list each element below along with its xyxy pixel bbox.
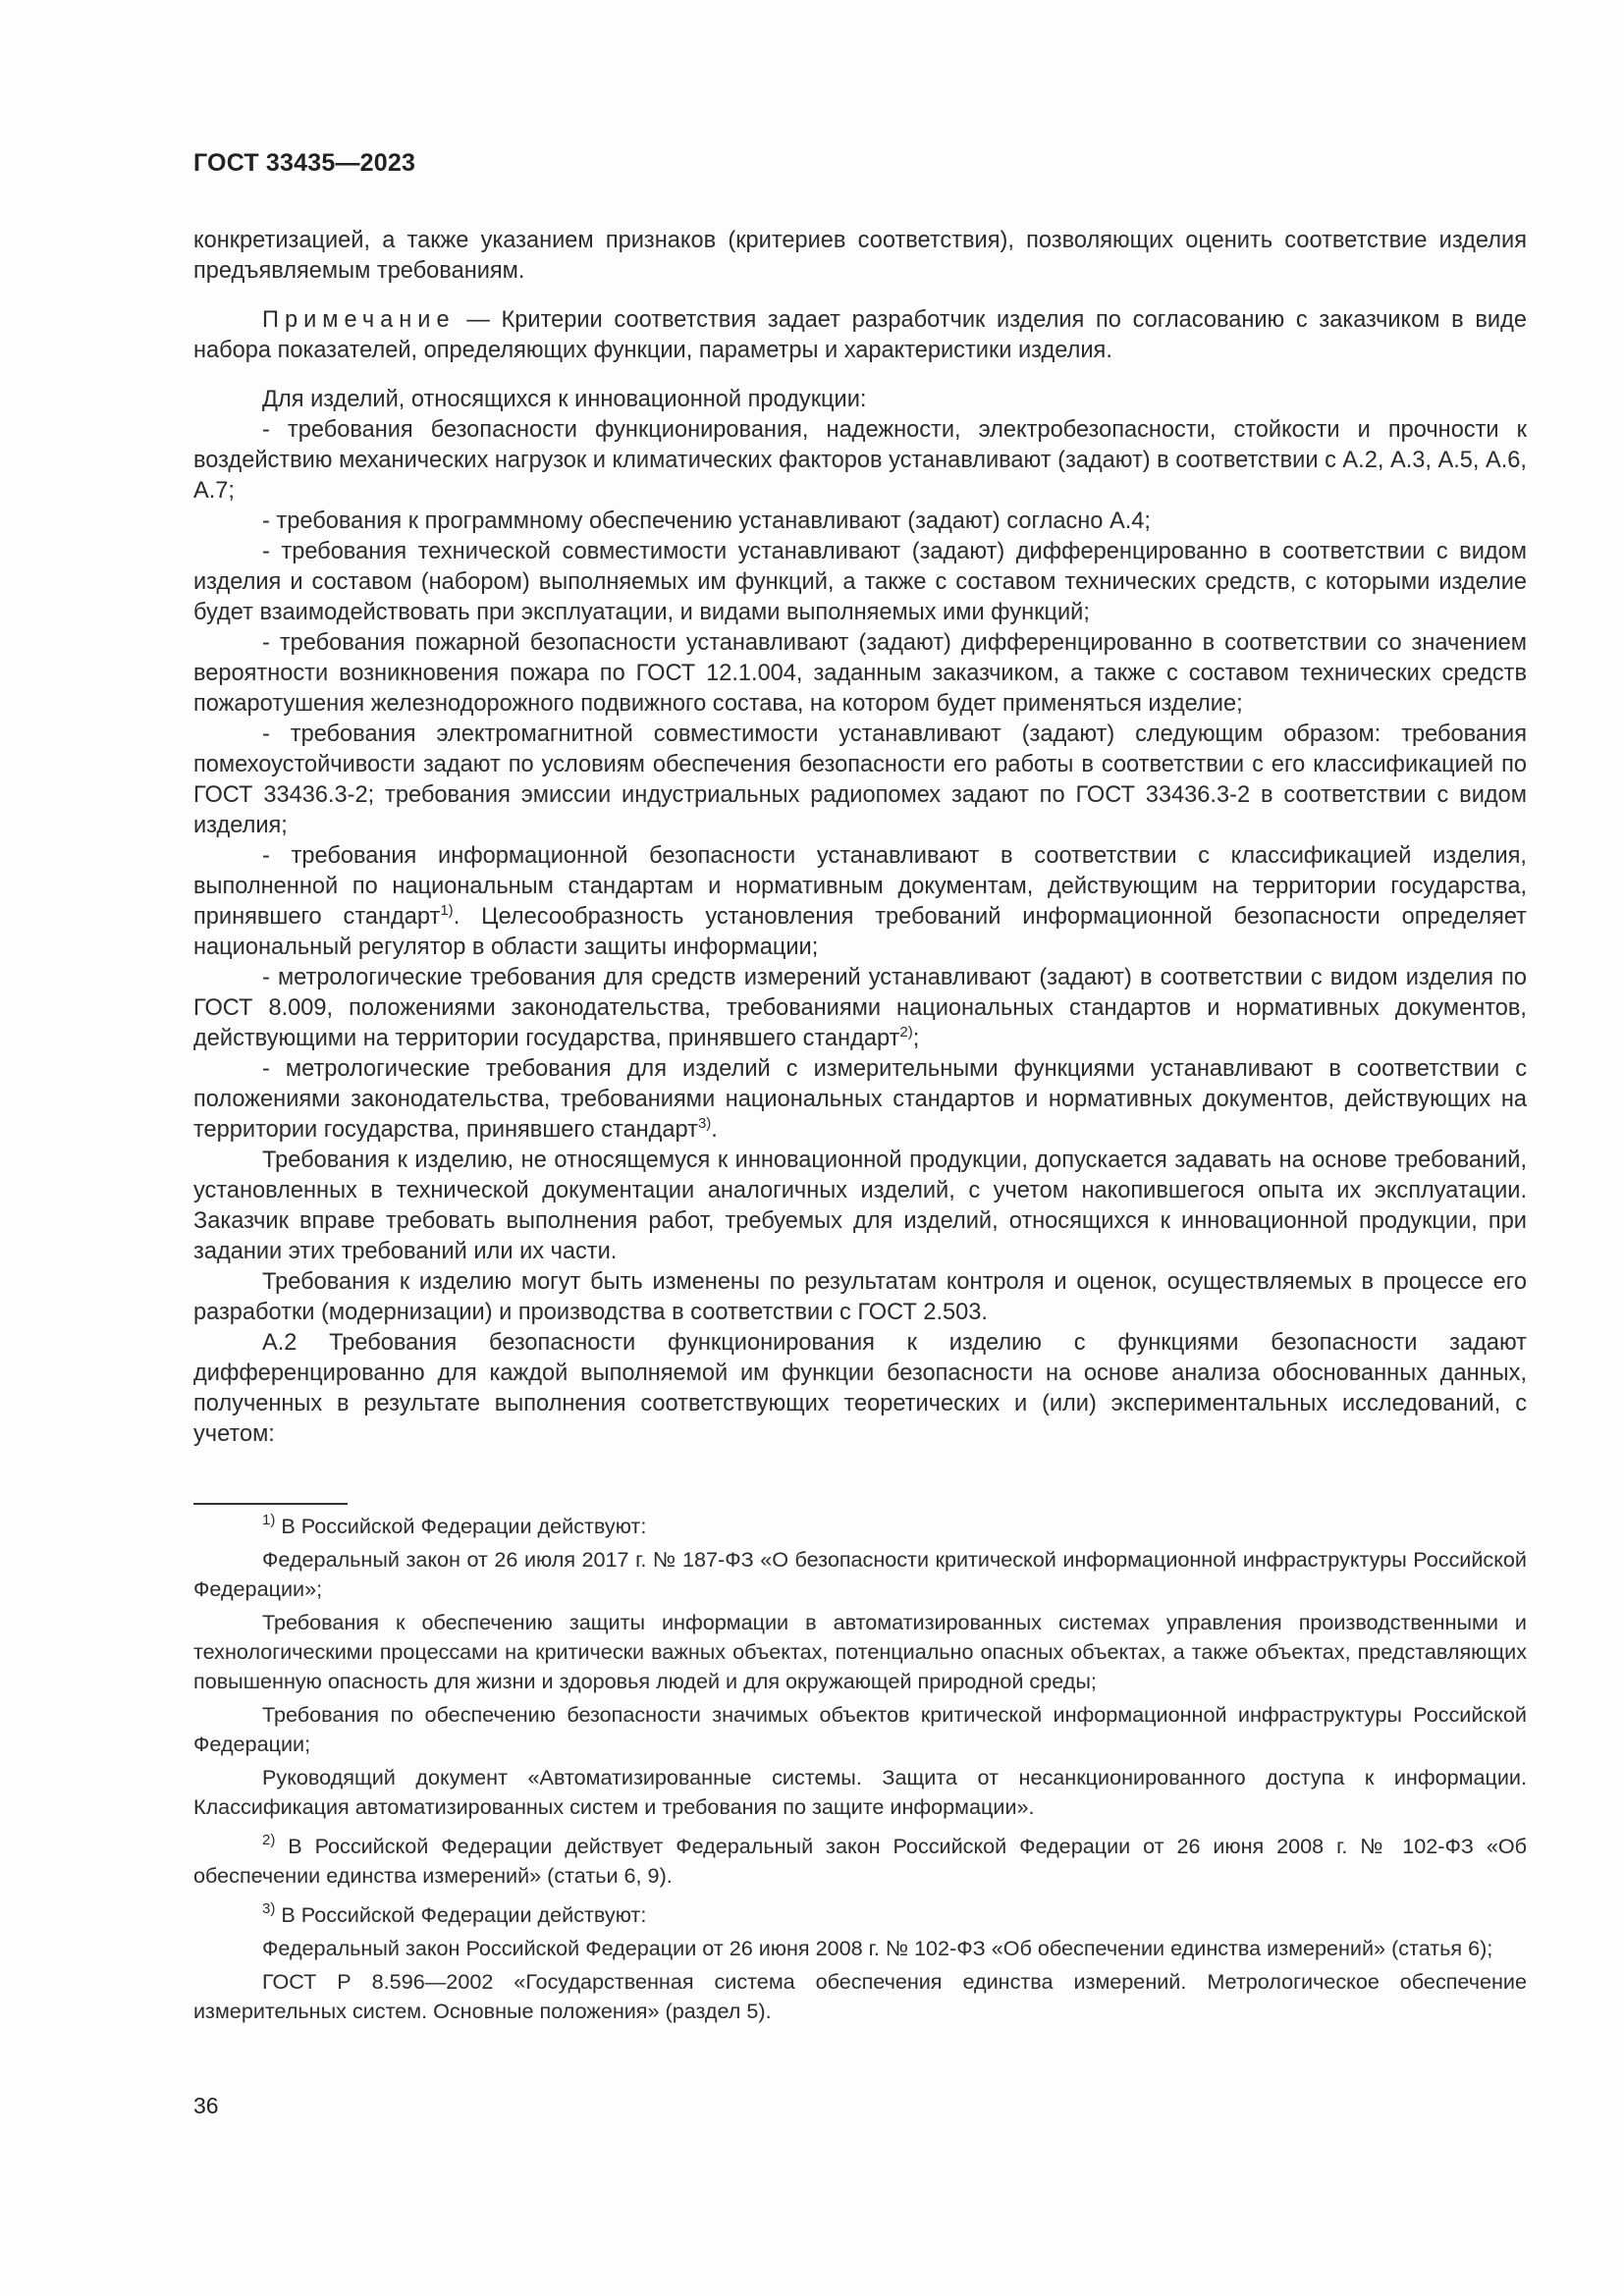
paragraph-changes: Требования к изделию могут быть изменены по результатам контроля и оценок, осуществляемых в процессе его разработки (модернизации) и производства в соответствии с ГОСТ 2.503. [193,1269,1527,1325]
item-text: ; [912,1026,920,1051]
paragraph-continuation: конкретизацией, а также указанием признаков (критериев соответствия), позволяющих оценить соответствие изделия предъявляемым требованиям. [193,228,1527,284]
section-a2-paragraph: А.2 Требования безопасности функционирования к изделию с функциями безопасности задают дифференцированно для каждой выполняемой им функции безопасности на основе анализа обоснованных данных, полученных в результате выполнения соответствующих теоретических и (или) экспериментальных исследований, с учетом: [193,1330,1527,1447]
list-item: - требования технической совместимости устанавливают (задают) дифференцированно в соответствии с видом изделия и составом (набором) выполняемых им функций, а также с составом технических средств, с которыми изделие будет взаимодействовать при эксплуатации, и видами выполняемых ими функций; [193,539,1527,625]
list-item: - требования пожарной безопасности устанавливают (задают) дифференцированно в соответствии со значением вероятности возникновения пожара по ГОСТ 12.1.004, заданным заказчиком, а также с составом технических средств пожаротушения железнодорожного подвижного состава, на котором будет применяться изделие; [193,630,1527,717]
footnote-mark: 1) [262,1512,276,1528]
footnotes [193,1512,1527,2030]
footnote-3-line: Федеральный закон Российской Федерации от 26 июня 2008 г. № 102-ФЗ «Об обеспечении единства измерений» (статья 6); [262,1936,1493,1960]
footnote-ref: 1) [440,902,454,919]
footnote-1-heading [193,1512,1527,1541]
footnote-1-line: Руководящий документ «Автоматизированные системы. Защита от несанкционированного доступа к информации. Классификация автоматизированных систем и требования по защите информации». [193,1765,1527,1819]
paragraph-non-innovative: Требования к изделию, не относящемуся к инновационной продукции, допускается задавать на основе требований, установленных в технической документации аналогичных изделий, с учетом накопившегося опыта их эксплуатации. Заказчик вправе требовать выполнения работ, требуемых для изделий, относящихся к инновационной продукции, при задании этих требований или их части. [193,1148,1527,1264]
item-text: - требования информационной безопасности устанавливают в соответствии с классификацией изделия, выполненной по национальным стандартам и нормативным документам, действующим на территории государства, принявшего стандарт [193,843,1527,930]
list-item-metrology-products [193,1054,1527,1146]
note-paragraph [193,305,1527,366]
note-label: Примечание [262,307,456,333]
footnote-ref: 2) [899,1024,913,1041]
footnote-3-heading [193,1900,1527,1930]
list-item-metrology-instruments [193,963,1527,1054]
footnote-mark: 2) [262,1832,276,1848]
footnote-text: В Российской Федерации действуют: [275,1902,647,1927]
footnote-1-line: Требования к обеспечению защиты информации в автоматизированных системах управления производственными и технологическими процессами на критически важных объектах, потенциально опасных объектах, а также объектах, представляющих повышенную опасность для жизни и здоровья людей и для окружающей природной среды; [193,1610,1527,1693]
note-text: — Критерии соответствия задает разработчик изделия по согласованию с заказчиком в виде набора показателей, определяющих функции, параметры и характеристики изделия. [193,307,1527,363]
list-item: - требования безопасности функционирования, надежности, электробезопасности, стойкости и прочности к воздействию механических нагрузок и климатических факторов устанавливают (задают) в соответствии с А.2, А.3, А.5, А.6, А.7; [193,417,1527,504]
footnote-1-line: Федеральный закон от 26 июля 2017 г. № 187-ФЗ «О безопасности критической информационной инфраструктуры Российской Федерации»; [193,1547,1527,1601]
document-header: ГОСТ 33435—2023 [193,149,416,177]
list-item: - требования к программному обеспечению устанавливают (задают) согласно А.4; [262,508,1151,534]
footnote-text: В Российской Федерации действуют: [275,1514,647,1538]
item-text: . Целесообразность установления требований информационной безопасности определяет национальный регулятор в области защиты информации; [193,904,1527,960]
footnote-ref: 3) [697,1115,712,1132]
footnote-text: В Российской Федерации действует Федеральный закон Российской Федерации от 26 июня 2008 г. № 102-ФЗ «Об обеспечении единства измерений» (статьи 6, 9). [193,1834,1527,1888]
item-text: - метрологические требования для средств измерений устанавливают (задают) в соответствии с видом изделия по ГОСТ 8.009, положениями законодательства, требованиями национальных стандартов и нормативных документов, действующими на территории государства, принявшего стандарт [193,965,1527,1051]
item-text: . [711,1117,718,1143]
main-text [193,226,1527,1450]
list-intro: Для изделий, относящихся к инновационной продукции: [262,387,867,412]
footnote-3-line: ГОСТ Р 8.596—2002 «Государственная система обеспечения единства измерений. Метрологическое обеспечение измерительных систем. Основные положения» (раздел 5). [193,1969,1527,2023]
list-item: - требования электромагнитной совместимости устанавливают (задают) следующим образом: требования помехоустойчивости задают по условиям обеспечения безопасности его работы в соответствии с его классификацией по ГОСТ 33436.3-2; требования эмиссии индустриальных радиопомех задают по ГОСТ 33436.3-2 в соответствии с видом изделия; [193,721,1527,838]
footnote-mark: 3) [262,1900,276,1917]
footnote-2 [193,1832,1527,1891]
footnote-1-line: Требования по обеспечению безопасности значимых объектов критической информационной инфраструктуры Российской Федерации; [193,1702,1527,1756]
item-text: - метрологические требования для изделий с измерительными функциями устанавливают в соответствии с положениями законодательства, требованиями национальных стандартов и нормативных документов, действующих на территории государства, принявшего стандарт [193,1056,1527,1143]
list-item-info-security [193,841,1527,963]
page-number: 36 [193,2093,219,2118]
footnote-separator [193,1503,348,1505]
